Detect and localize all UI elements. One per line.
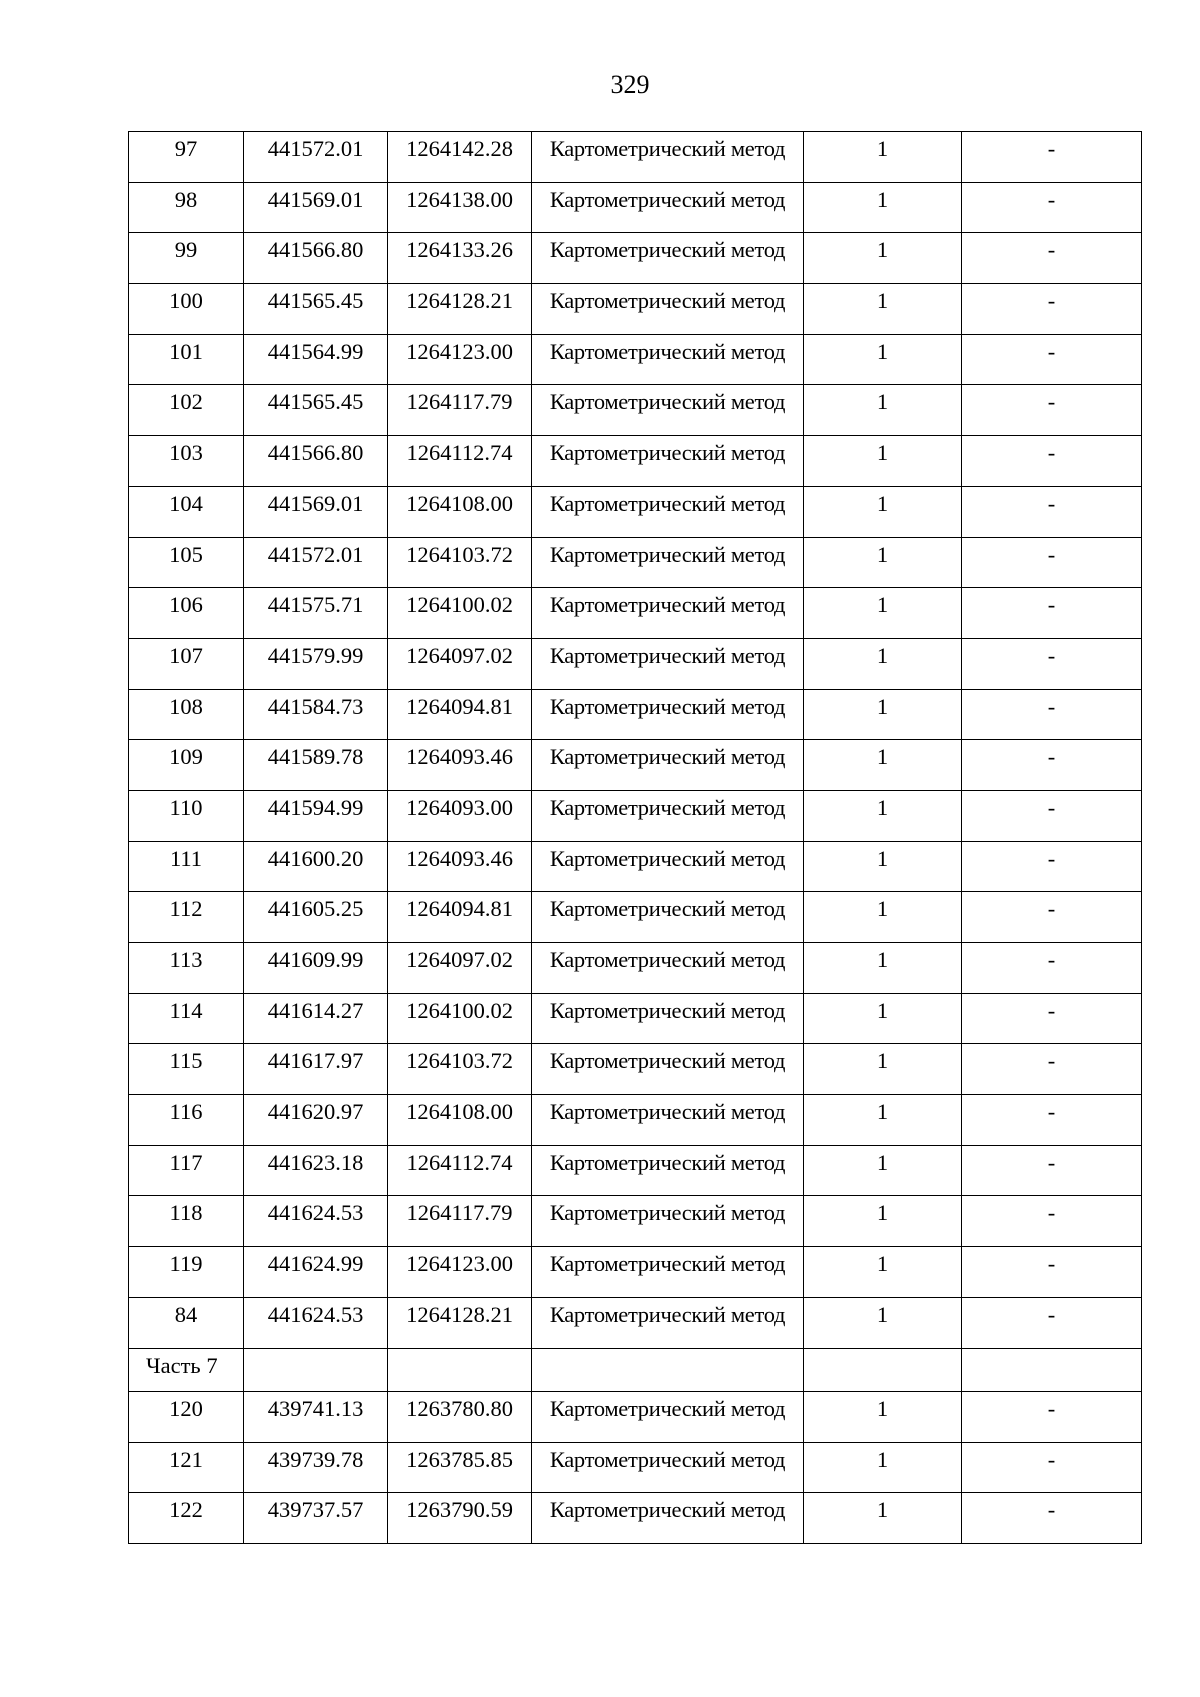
- x-coordinate-cell: 441579.99: [244, 638, 388, 689]
- accuracy-cell: 1: [804, 537, 962, 588]
- method-cell: Картометрический метод: [532, 284, 804, 335]
- note-cell: -: [962, 1297, 1142, 1348]
- accuracy-cell: 1: [804, 740, 962, 791]
- x-coordinate-cell: 441566.80: [244, 436, 388, 487]
- y-coordinate-cell: 1264133.26: [388, 233, 532, 284]
- y-coordinate-cell: 1264112.74: [388, 1145, 532, 1196]
- note-cell: -: [962, 436, 1142, 487]
- y-coordinate-cell: 1264138.00: [388, 182, 532, 233]
- y-coordinate-cell: 1264123.00: [388, 1247, 532, 1298]
- accuracy-cell: 1: [804, 1095, 962, 1146]
- accuracy-cell: 1: [804, 1196, 962, 1247]
- x-coordinate-cell: 441594.99: [244, 790, 388, 841]
- x-coordinate-cell: 441620.97: [244, 1095, 388, 1146]
- table-row: [129, 284, 1142, 335]
- point-number-cell: 99: [129, 233, 244, 284]
- method-cell: Картометрический метод: [532, 334, 804, 385]
- note-cell: -: [962, 1392, 1142, 1443]
- accuracy-cell: 1: [804, 284, 962, 335]
- method-cell: Картометрический метод: [532, 1145, 804, 1196]
- empty-cell: [244, 1348, 388, 1392]
- table-row: [129, 537, 1142, 588]
- table-row: [129, 841, 1142, 892]
- x-coordinate-cell: 441624.53: [244, 1297, 388, 1348]
- method-cell: Картометрический метод: [532, 638, 804, 689]
- method-cell: Картометрический метод: [532, 385, 804, 436]
- table-row: [129, 1493, 1142, 1544]
- point-number-cell: 102: [129, 385, 244, 436]
- method-cell: Картометрический метод: [532, 1493, 804, 1544]
- table-row: [129, 132, 1142, 183]
- y-coordinate-cell: 1264123.00: [388, 334, 532, 385]
- table-row: [129, 740, 1142, 791]
- note-cell: -: [962, 537, 1142, 588]
- point-number-cell: 107: [129, 638, 244, 689]
- table-row: [129, 1044, 1142, 1095]
- x-coordinate-cell: 441569.01: [244, 182, 388, 233]
- point-number-cell: 115: [129, 1044, 244, 1095]
- x-coordinate-cell: 441605.25: [244, 892, 388, 943]
- y-coordinate-cell: 1264117.79: [388, 1196, 532, 1247]
- method-cell: Картометрический метод: [532, 588, 804, 639]
- accuracy-cell: 1: [804, 334, 962, 385]
- method-cell: Картометрический метод: [532, 1095, 804, 1146]
- table-row: [129, 182, 1142, 233]
- table-row: [129, 1297, 1142, 1348]
- x-coordinate-cell: 441565.45: [244, 385, 388, 436]
- accuracy-cell: 1: [804, 486, 962, 537]
- note-cell: -: [962, 233, 1142, 284]
- y-coordinate-cell: 1263790.59: [388, 1493, 532, 1544]
- y-coordinate-cell: 1264093.00: [388, 790, 532, 841]
- point-number-cell: 110: [129, 790, 244, 841]
- table-row: [129, 588, 1142, 639]
- note-cell: -: [962, 182, 1142, 233]
- point-number-cell: 122: [129, 1493, 244, 1544]
- method-cell: Картометрический метод: [532, 132, 804, 183]
- point-number-cell: 101: [129, 334, 244, 385]
- method-cell: Картометрический метод: [532, 1392, 804, 1443]
- point-number-cell: 119: [129, 1247, 244, 1298]
- x-coordinate-cell: 441589.78: [244, 740, 388, 791]
- accuracy-cell: 1: [804, 1493, 962, 1544]
- table-row: [129, 993, 1142, 1044]
- table-body: [129, 132, 1142, 1544]
- y-coordinate-cell: 1264094.81: [388, 892, 532, 943]
- note-cell: -: [962, 1196, 1142, 1247]
- point-number-cell: 100: [129, 284, 244, 335]
- y-coordinate-cell: 1264103.72: [388, 1044, 532, 1095]
- accuracy-cell: 1: [804, 588, 962, 639]
- note-cell: -: [962, 1145, 1142, 1196]
- empty-cell: [962, 1348, 1142, 1392]
- table-row: [129, 1392, 1142, 1443]
- method-cell: Картометрический метод: [532, 993, 804, 1044]
- x-coordinate-cell: 441617.97: [244, 1044, 388, 1095]
- method-cell: Картометрический метод: [532, 1442, 804, 1493]
- note-cell: -: [962, 486, 1142, 537]
- y-coordinate-cell: 1264100.02: [388, 588, 532, 639]
- empty-cell: [804, 1348, 962, 1392]
- note-cell: -: [962, 638, 1142, 689]
- y-coordinate-cell: 1264097.02: [388, 943, 532, 994]
- section-row: [129, 1348, 1142, 1392]
- point-number-cell: 121: [129, 1442, 244, 1493]
- method-cell: Картометрический метод: [532, 1247, 804, 1298]
- table-row: [129, 892, 1142, 943]
- y-coordinate-cell: 1264094.81: [388, 689, 532, 740]
- table-row: [129, 486, 1142, 537]
- point-number-cell: 97: [129, 132, 244, 183]
- note-cell: -: [962, 132, 1142, 183]
- x-coordinate-cell: 441566.80: [244, 233, 388, 284]
- point-number-cell: 118: [129, 1196, 244, 1247]
- accuracy-cell: 1: [804, 689, 962, 740]
- y-coordinate-cell: 1264103.72: [388, 537, 532, 588]
- x-coordinate-cell: 439739.78: [244, 1442, 388, 1493]
- note-cell: -: [962, 790, 1142, 841]
- table-row: [129, 1247, 1142, 1298]
- x-coordinate-cell: 441584.73: [244, 689, 388, 740]
- method-cell: Картометрический метод: [532, 1297, 804, 1348]
- note-cell: -: [962, 284, 1142, 335]
- table-row: [129, 1196, 1142, 1247]
- point-number-cell: 113: [129, 943, 244, 994]
- note-cell: -: [962, 841, 1142, 892]
- method-cell: Картометрический метод: [532, 892, 804, 943]
- x-coordinate-cell: 441565.45: [244, 284, 388, 335]
- empty-cell: [532, 1348, 804, 1392]
- y-coordinate-cell: 1264128.21: [388, 1297, 532, 1348]
- point-number-cell: 120: [129, 1392, 244, 1443]
- accuracy-cell: 1: [804, 841, 962, 892]
- x-coordinate-cell: 439737.57: [244, 1493, 388, 1544]
- point-number-cell: 112: [129, 892, 244, 943]
- method-cell: Картометрический метод: [532, 841, 804, 892]
- x-coordinate-cell: 439741.13: [244, 1392, 388, 1443]
- coordinates-table: [128, 131, 1142, 1544]
- y-coordinate-cell: 1264128.21: [388, 284, 532, 335]
- method-cell: Картометрический метод: [532, 436, 804, 487]
- page-number: 329: [610, 70, 650, 99]
- x-coordinate-cell: 441572.01: [244, 132, 388, 183]
- accuracy-cell: 1: [804, 1297, 962, 1348]
- accuracy-cell: 1: [804, 943, 962, 994]
- note-cell: -: [962, 993, 1142, 1044]
- point-number-cell: 106: [129, 588, 244, 639]
- accuracy-cell: 1: [804, 1247, 962, 1298]
- accuracy-cell: 1: [804, 436, 962, 487]
- accuracy-cell: 1: [804, 182, 962, 233]
- y-coordinate-cell: 1264142.28: [388, 132, 532, 183]
- note-cell: -: [962, 1442, 1142, 1493]
- x-coordinate-cell: 441569.01: [244, 486, 388, 537]
- method-cell: Картометрический метод: [532, 537, 804, 588]
- y-coordinate-cell: 1264097.02: [388, 638, 532, 689]
- table-row: [129, 790, 1142, 841]
- table-row: [129, 436, 1142, 487]
- note-cell: -: [962, 1247, 1142, 1298]
- note-cell: -: [962, 1493, 1142, 1544]
- table-row: [129, 1095, 1142, 1146]
- y-coordinate-cell: 1264108.00: [388, 486, 532, 537]
- y-coordinate-cell: 1263780.80: [388, 1392, 532, 1443]
- table-row: [129, 1442, 1142, 1493]
- method-cell: Картометрический метод: [532, 790, 804, 841]
- table-row: [129, 638, 1142, 689]
- accuracy-cell: 1: [804, 638, 962, 689]
- accuracy-cell: 1: [804, 1442, 962, 1493]
- y-coordinate-cell: 1264093.46: [388, 841, 532, 892]
- note-cell: -: [962, 1044, 1142, 1095]
- accuracy-cell: 1: [804, 1044, 962, 1095]
- x-coordinate-cell: 441624.53: [244, 1196, 388, 1247]
- x-coordinate-cell: 441609.99: [244, 943, 388, 994]
- point-number-cell: 104: [129, 486, 244, 537]
- y-coordinate-cell: 1264108.00: [388, 1095, 532, 1146]
- point-number-cell: 105: [129, 537, 244, 588]
- accuracy-cell: 1: [804, 892, 962, 943]
- method-cell: Картометрический метод: [532, 943, 804, 994]
- note-cell: -: [962, 689, 1142, 740]
- empty-cell: [388, 1348, 532, 1392]
- x-coordinate-cell: 441623.18: [244, 1145, 388, 1196]
- x-coordinate-cell: 441614.27: [244, 993, 388, 1044]
- table-row: [129, 1145, 1142, 1196]
- table-row: [129, 689, 1142, 740]
- method-cell: Картометрический метод: [532, 182, 804, 233]
- point-number-cell: 84: [129, 1297, 244, 1348]
- method-cell: Картометрический метод: [532, 1044, 804, 1095]
- x-coordinate-cell: 441572.01: [244, 537, 388, 588]
- point-number-cell: 108: [129, 689, 244, 740]
- point-number-cell: 116: [129, 1095, 244, 1146]
- note-cell: -: [962, 892, 1142, 943]
- note-cell: -: [962, 588, 1142, 639]
- table-row: [129, 943, 1142, 994]
- table-row: [129, 233, 1142, 284]
- accuracy-cell: 1: [804, 790, 962, 841]
- x-coordinate-cell: 441600.20: [244, 841, 388, 892]
- point-number-cell: 109: [129, 740, 244, 791]
- method-cell: Картометрический метод: [532, 486, 804, 537]
- note-cell: -: [962, 334, 1142, 385]
- point-number-cell: 98: [129, 182, 244, 233]
- x-coordinate-cell: 441624.99: [244, 1247, 388, 1298]
- section-label: Часть 7: [129, 1348, 244, 1392]
- y-coordinate-cell: 1264100.02: [388, 993, 532, 1044]
- point-number-cell: 111: [129, 841, 244, 892]
- y-coordinate-cell: 1264093.46: [388, 740, 532, 791]
- note-cell: -: [962, 385, 1142, 436]
- accuracy-cell: 1: [804, 132, 962, 183]
- note-cell: -: [962, 1095, 1142, 1146]
- accuracy-cell: 1: [804, 1392, 962, 1443]
- note-cell: -: [962, 943, 1142, 994]
- accuracy-cell: 1: [804, 385, 962, 436]
- accuracy-cell: 1: [804, 1145, 962, 1196]
- y-coordinate-cell: 1263785.85: [388, 1442, 532, 1493]
- method-cell: Картометрический метод: [532, 740, 804, 791]
- note-cell: -: [962, 740, 1142, 791]
- point-number-cell: 103: [129, 436, 244, 487]
- x-coordinate-cell: 441564.99: [244, 334, 388, 385]
- y-coordinate-cell: 1264117.79: [388, 385, 532, 436]
- table-row: [129, 334, 1142, 385]
- method-cell: Картометрический метод: [532, 689, 804, 740]
- method-cell: Картометрический метод: [532, 1196, 804, 1247]
- point-number-cell: 117: [129, 1145, 244, 1196]
- accuracy-cell: 1: [804, 233, 962, 284]
- point-number-cell: 114: [129, 993, 244, 1044]
- table-row: [129, 385, 1142, 436]
- method-cell: Картометрический метод: [532, 233, 804, 284]
- accuracy-cell: 1: [804, 993, 962, 1044]
- y-coordinate-cell: 1264112.74: [388, 436, 532, 487]
- x-coordinate-cell: 441575.71: [244, 588, 388, 639]
